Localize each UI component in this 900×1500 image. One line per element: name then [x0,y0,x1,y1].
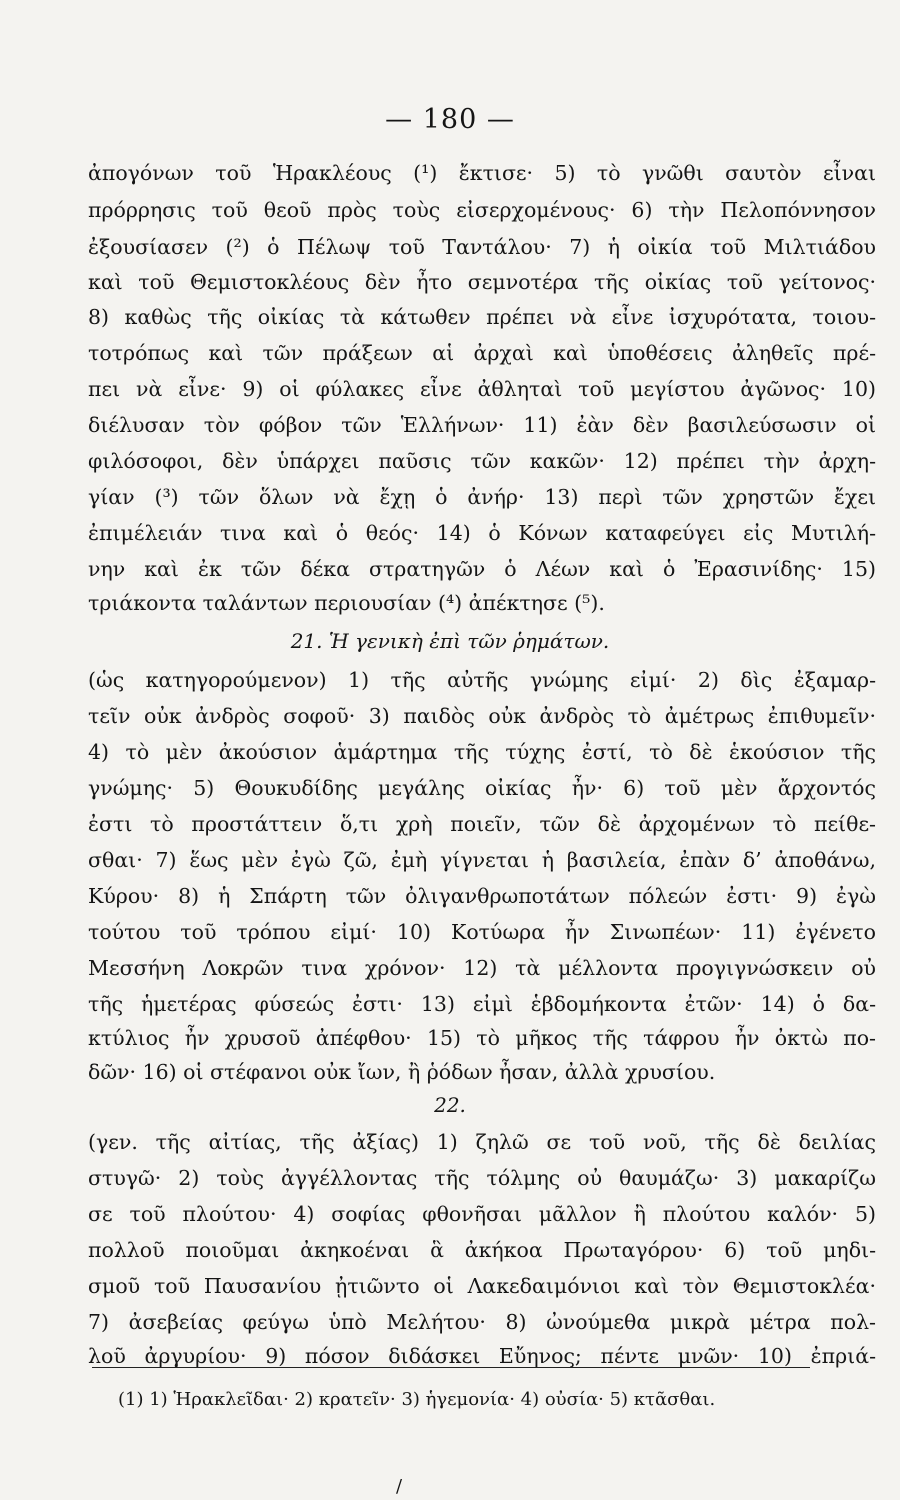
text-line: 8) καθὼς τῆς οἰκίας τὰ κάτωθεν πρέπει νὰ εἶνε ἰσχυρότατα, τοιου- [88,305,876,329]
text-line: Κύρου· 8) ἡ Σπάρτη τῶν ὀλιγανθρωποτάτων πόλεών ἐστι· 9) ἐγὼ [88,884,876,908]
text-line: Μεσσήνη Λοκρῶν τινα χρόνον· 12) τὰ μέλλοντα προγιγνώσκειν οὐ [88,956,876,980]
text-line: φιλόσοφοι, δὲν ὑπάρχει παῦσις τῶν κακῶν· 12) πρέπει τὴν ἀρχη- [88,449,876,473]
text-line: ἐξουσίασεν (²) ὁ Πέλωψ τοῦ Ταντάλου· 7) ἡ οἰκία τοῦ Μιλτιάδου [88,235,876,259]
text-line: (γεν. τῆς αἰτίας, τῆς ἀξίας) 1) ζηλῶ σε τοῦ νοῦ, τῆς δὲ δειλίας [88,1130,876,1154]
text-line: σμοῦ τοῦ Παυσανίου ᾐτιῶντο οἱ Λακεδαιμόνιοι καὶ τὸν Θεμιστοκλέα· [88,1274,876,1298]
text-line: ἐπιμέλειάν τινα καὶ ὁ θεός· 14) ὁ Κόνων καταφεύγει εἰς Μυτιλή- [88,521,876,545]
text-line: πολλοῦ ποιοῦμαι ἀκηκοέναι ἃ ἀκήκοα Πρωταγόρου· 6) τοῦ μηδι- [88,1238,876,1262]
section-heading-22: 22. [434,1093,466,1117]
stray-mark: / [396,1476,403,1497]
text-line: γίαν (³) τῶν ὅλων νὰ ἔχῃ ὁ ἀνήρ· 13) περὶ τῶν χρηστῶν ἔχει [88,485,876,509]
text-line: (ὡς κατηγορούμενον) 1) τῆς αὐτῆς γνώμης εἰμί· 2) δὶς ἐξαμαρ- [88,668,876,692]
text-line: ἐστι τὸ προστάττειν ὅ,τι χρὴ ποιεῖν, τῶν δὲ ἀρχομένων τὸ πείθε- [88,812,876,836]
text-line: τούτου τοῦ τρόπου εἰμί· 10) Κοτύωρα ἦν Σινωπέων· 11) ἐγένετο [88,920,876,944]
text-line: σθαι· 7) ἕως μὲν ἐγὼ ζῶ, ἐμὴ γίγνεται ἡ βασιλεία, ἐπὰν δ’ ἀποθάνω, [88,848,876,872]
text-line: 4) τὸ μὲν ἀκούσιον ἁμάρτημα τῆς τύχης ἐστί, τὸ δὲ ἑκούσιον τῆς [88,740,876,764]
page-number: — 180 — [385,104,515,135]
text-line: διέλυσαν τὸν φόβον τῶν Ἑλλήνων· 11) ἐὰν δὲν βασιλεύσωσιν οἱ [88,413,876,437]
text-line: τριάκοντα ταλάντων περιουσίαν (⁴) ἀπέκτησε (⁵). [88,591,605,615]
text-line: γνώμης· 5) Θουκυδίδης μεγάλης οἰκίας ἦν· 6) τοῦ μὲν ἄρχοντός [88,776,876,800]
footnote: (1) 1) Ἡρακλεῖδαι· 2) κρατεῖν· 3) ἡγεμονία· 4) οὐσία· 5) κτᾶσθαι. [118,1389,716,1410]
text-line: κτύλιος ἦν χρυσοῦ ἀπέφθου· 15) τὸ μῆκος τῆς τάφρου ἦν ὀκτὼ πο- [88,1026,876,1050]
text-line: πει νὰ εἶνε· 9) οἱ φύλακες εἶνε ἀθληταὶ τοῦ μεγίστου ἀγῶνος· 10) [88,377,876,401]
text-line: στυγῶ· 2) τοὺς ἀγγέλλοντας τῆς τόλμης οὐ θαυμάζω· 3) μακαρίζω [88,1166,876,1190]
footnote-divider [92,1367,810,1368]
text-line: τοτρόπως καὶ τῶν πράξεων αἱ ἀρχαὶ καὶ ὑποθέσεις ἀληθεῖς πρέ- [88,341,876,365]
text-line: δῶν· 16) οἱ στέφανοι οὐκ ἴων, ἢ ῥόδων ἦσαν, ἀλλὰ χρυσίου. [88,1060,716,1084]
text-line: πρόρρησις τοῦ θεοῦ πρὸς τοὺς εἰσερχομένους· 6) τὴν Πελοπόννησον [88,198,876,222]
text-line: σε τοῦ πλούτου· 4) σοφίας φθονῆσαι μᾶλλον ἢ πλούτου καλόν· 5) [88,1202,876,1226]
text-line: 7) ἀσεβείας φεύγω ὑπὸ Μελήτου· 8) ὠνούμεθα μικρὰ μέτρα πολ- [88,1310,876,1334]
text-line: τεῖν οὐκ ἀνδρὸς σοφοῦ· 3) παιδὸς οὐκ ἀνδρὸς τὸ ἀμέτρως ἐπιθυμεῖν· [88,704,876,728]
section-heading-21: 21. Ἡ γενικὴ ἐπὶ τῶν ῥημάτων. [290,629,610,653]
text-line: καὶ τοῦ Θεμιστοκλέους δὲν ἦτο σεμνοτέρα τῆς οἰκίας τοῦ γείτονος· [88,270,876,294]
text-line: ἀπογόνων τοῦ Ἡρακλέους (¹) ἔκτισε· 5) τὸ γνῶθι σαυτὸν εἶναι [88,161,876,185]
text-line: λοῦ ἀργυρίου· 9) πόσον διδάσκει Εὔηνος; πέντε μνῶν· 10) ἐπριά- [88,1344,876,1368]
text-line: τῆς ἡμετέρας φύσεώς ἐστι· 13) εἰμὶ ἑβδομήκοντα ἐτῶν· 14) ὁ δα- [88,992,876,1016]
text-line: νην καὶ ἐκ τῶν δέκα στρατηγῶν ὁ Λέων καὶ ὁ Ἐρασινίδης· 15) [88,557,876,581]
